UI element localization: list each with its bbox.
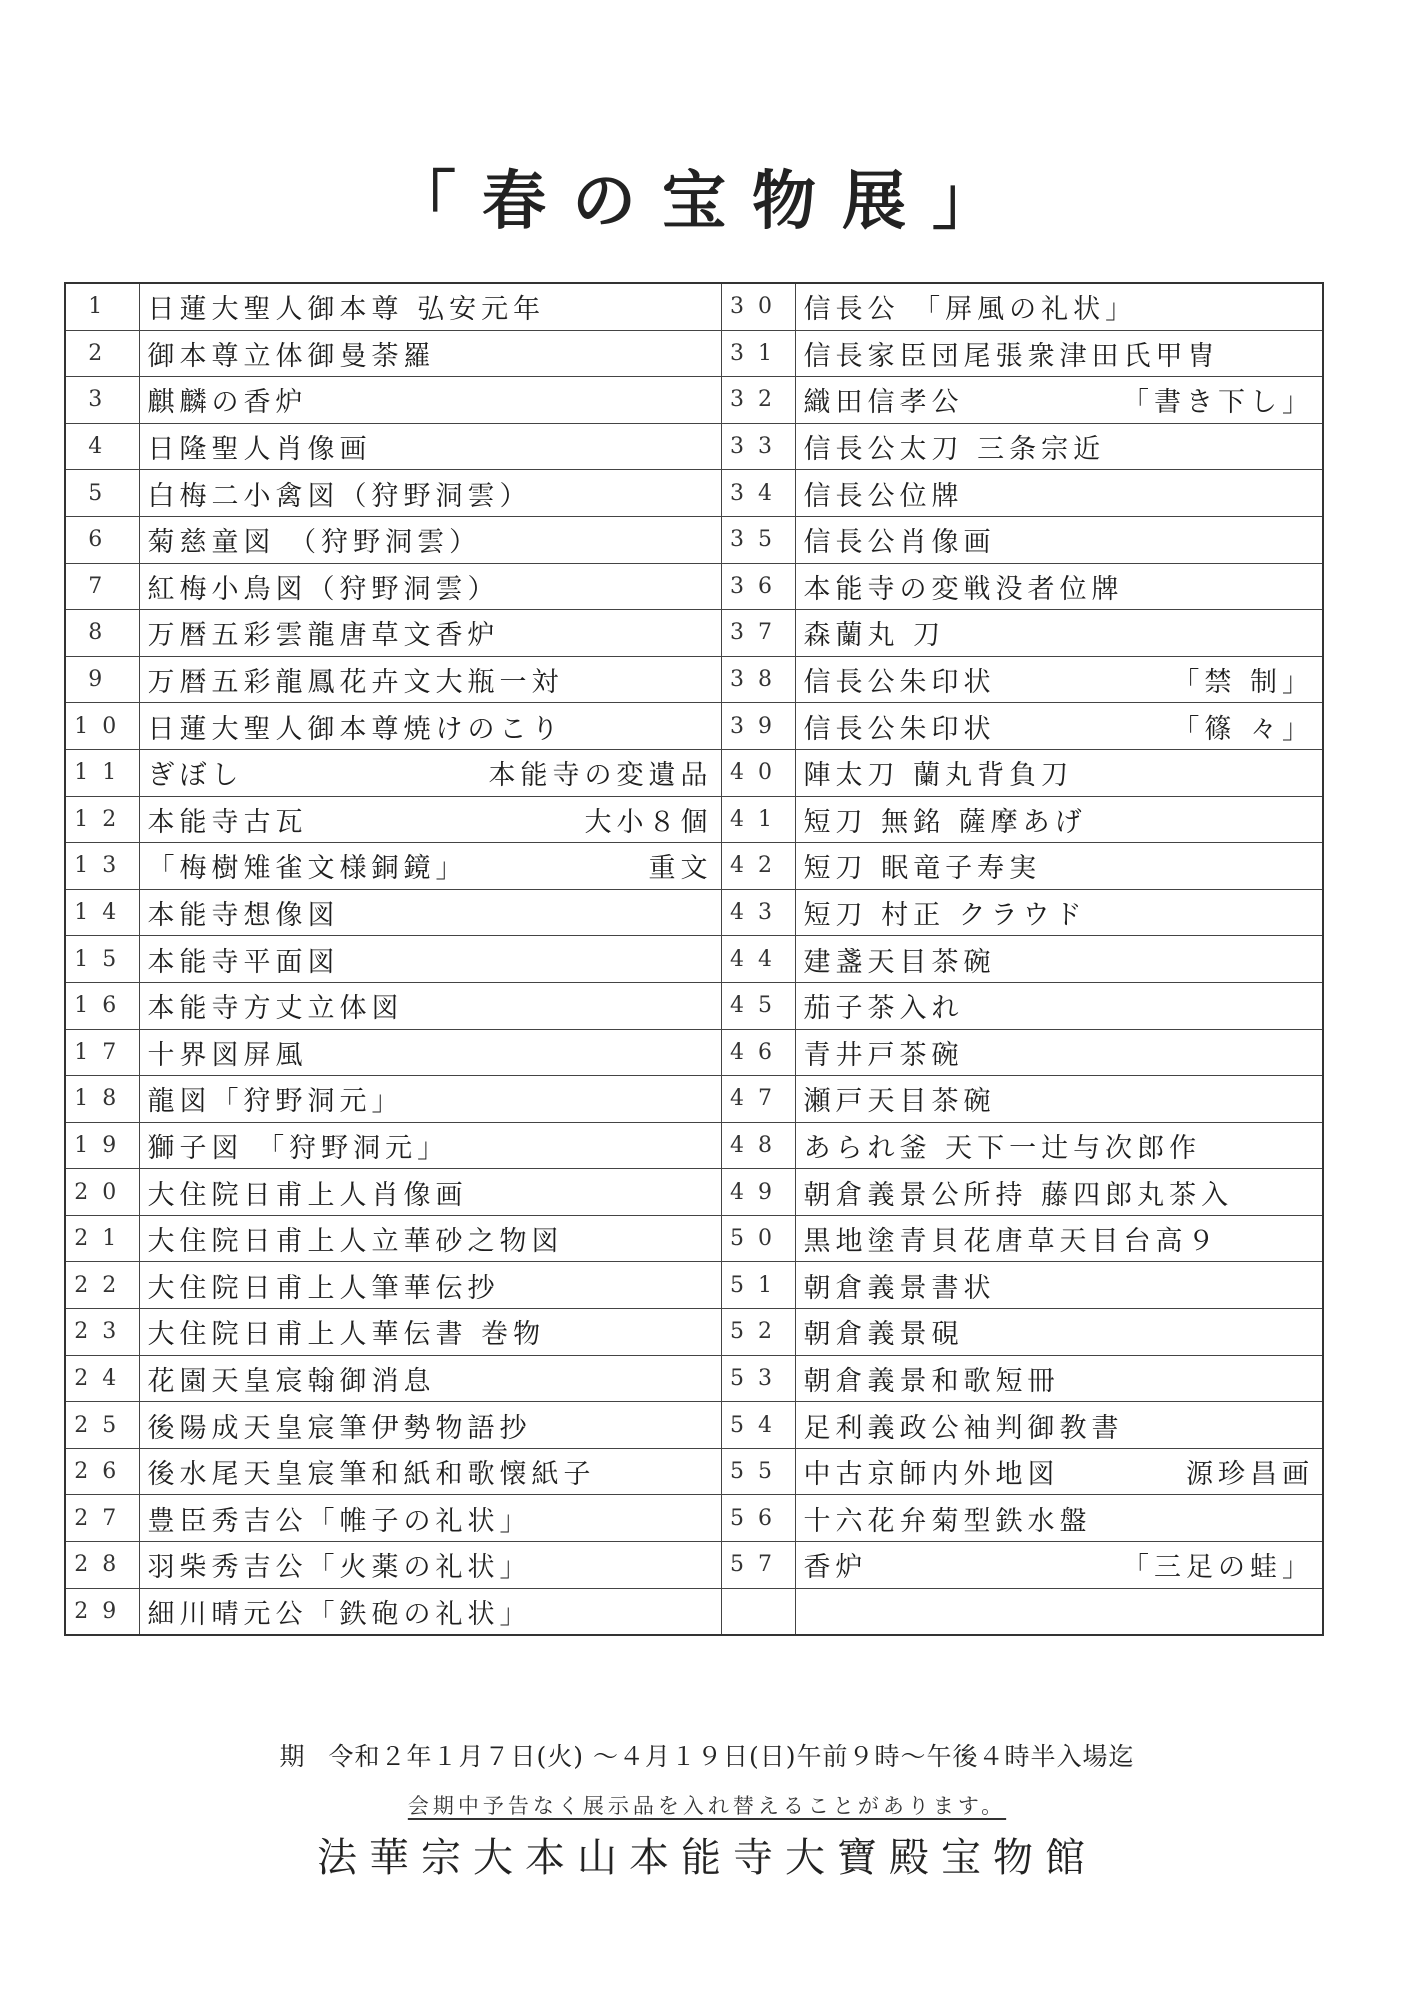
item-cell	[139, 889, 721, 936]
item-number: 45	[721, 982, 795, 1029]
item-name: 十六花弁菊型鉄水盤	[803, 1505, 1092, 1537]
item-number: 44	[721, 936, 795, 983]
item-name: 朝倉義景公所持 藤四郎丸茶入	[803, 1179, 1234, 1211]
item-name: 本能寺の変戦没者位牌	[803, 573, 1124, 605]
item-cell	[139, 936, 721, 983]
item-number: 29	[65, 1588, 139, 1635]
item-name: 信長家臣団尾張衆津田氏甲冑	[803, 340, 1220, 372]
item-number: 21	[65, 1215, 139, 1262]
item-note: 大小８個	[584, 806, 713, 838]
item-name: 白梅二小禽図（狩野洞雲）	[147, 480, 532, 512]
item-cell	[795, 936, 1323, 983]
item-number: 1	[65, 283, 139, 330]
item-name: 短刀 眠竜子寿実	[803, 853, 1042, 885]
item-name: 麒麟の香炉	[147, 387, 308, 419]
item-note: 「禁 制」	[1172, 667, 1314, 699]
item-name: 香炉	[803, 1552, 868, 1584]
item-name: 織田信孝公	[803, 387, 964, 419]
item-cell	[795, 1355, 1323, 1402]
item-number: 22	[65, 1262, 139, 1309]
item-cell	[139, 1122, 721, 1169]
item-name: 本能寺想像図	[147, 900, 340, 932]
item-name: 建盞天目茶碗	[803, 946, 996, 978]
item-number: 14	[65, 889, 139, 936]
exhibit-row	[65, 470, 1323, 517]
item-cell	[795, 1309, 1323, 1356]
item-cell	[139, 843, 721, 890]
item-note: 重文	[648, 853, 713, 885]
period-text: 令和２年１月７日(火) ～４月１９日(日)午前９時～午後４時半入場迄	[328, 1742, 1135, 1771]
item-cell	[795, 1402, 1323, 1449]
item-cell	[139, 563, 721, 610]
item-cell	[139, 1029, 721, 1076]
item-name: 御本尊立体御曼荼羅	[147, 340, 436, 372]
exhibit-row	[65, 1588, 1323, 1635]
item-name: 龍図「狩野洞元」	[147, 1086, 404, 1118]
item-number: 33	[721, 423, 795, 470]
item-name: 信長公朱印状	[803, 713, 996, 745]
item-cell	[795, 563, 1323, 610]
item-number: 43	[721, 889, 795, 936]
item-cell	[139, 982, 721, 1029]
item-number: 9	[65, 656, 139, 703]
item-name: 日蓮大聖人御本尊 弘安元年	[147, 294, 546, 326]
exhibit-list-body	[65, 283, 1323, 1635]
item-cell	[795, 283, 1323, 330]
item-cell	[795, 1169, 1323, 1216]
item-name: 日隆聖人肖像画	[147, 434, 372, 466]
item-name: 信長公太刀 三条宗近	[803, 434, 1106, 466]
item-number: 23	[65, 1309, 139, 1356]
item-cell	[795, 610, 1323, 657]
exhibit-row	[65, 889, 1323, 936]
item-number: 53	[721, 1355, 795, 1402]
item-cell	[139, 1588, 721, 1635]
item-cell	[795, 749, 1323, 796]
item-cell	[139, 423, 721, 470]
item-number: 38	[721, 656, 795, 703]
item-cell	[795, 843, 1323, 890]
item-cell	[795, 330, 1323, 377]
item-cell	[139, 1542, 721, 1589]
exhibit-row	[65, 1402, 1323, 1449]
item-number	[721, 1588, 795, 1635]
item-number: 17	[65, 1029, 139, 1076]
item-name: 信長公肖像画	[803, 527, 996, 559]
item-cell	[795, 1029, 1323, 1076]
item-number: 8	[65, 610, 139, 657]
item-name: 紅梅小鳥図（狩野洞雲）	[147, 573, 500, 605]
item-number: 55	[721, 1448, 795, 1495]
item-number: 7	[65, 563, 139, 610]
item-name: 十界図屏風	[147, 1039, 308, 1071]
item-name: 細川晴元公「鉄砲の礼状」	[147, 1598, 532, 1630]
item-number: 48	[721, 1122, 795, 1169]
exhibit-row	[65, 516, 1323, 563]
item-name: 青井戸茶碗	[803, 1039, 964, 1071]
item-cell	[139, 1355, 721, 1402]
item-name: 朝倉義景書状	[803, 1272, 996, 1304]
item-number: 15	[65, 936, 139, 983]
item-number: 41	[721, 796, 795, 843]
exhibit-row	[65, 749, 1323, 796]
item-number: 19	[65, 1122, 139, 1169]
exhibit-row	[65, 1029, 1323, 1076]
item-name: 森蘭丸 刀	[803, 620, 946, 652]
item-name: 中古京師内外地図	[803, 1459, 1060, 1491]
item-name: 羽柴秀吉公「火薬の礼状」	[147, 1552, 532, 1584]
notice-text: 会期中予告なく展示品を入れ替えることがあります。	[407, 1794, 1007, 1818]
item-cell	[139, 470, 721, 517]
item-number: 18	[65, 1076, 139, 1123]
exhibit-row	[65, 796, 1323, 843]
item-cell	[795, 1122, 1323, 1169]
item-number: 16	[65, 982, 139, 1029]
item-cell	[139, 1495, 721, 1542]
item-number: 54	[721, 1402, 795, 1449]
item-name: 「梅樹雉雀文様銅鏡」	[147, 853, 468, 885]
item-cell	[139, 377, 721, 424]
item-number: 34	[721, 470, 795, 517]
item-cell	[795, 703, 1323, 750]
item-name: 瀬戸天目茶碗	[803, 1086, 996, 1118]
item-number: 31	[721, 330, 795, 377]
item-number: 36	[721, 563, 795, 610]
item-note: 源珍昌画	[1186, 1459, 1314, 1491]
organization-name: 法華宗大本山本能寺大寶殿宝物館	[317, 1835, 1097, 1881]
item-name: 大住院日甫上人筆華伝抄	[147, 1272, 500, 1304]
exhibit-row	[65, 1542, 1323, 1589]
item-name: 短刀 無銘 薩摩あげ	[803, 806, 1087, 838]
item-number: 25	[65, 1402, 139, 1449]
item-cell	[139, 516, 721, 563]
item-cell	[795, 656, 1323, 703]
item-number: 30	[721, 283, 795, 330]
item-cell	[795, 1448, 1323, 1495]
item-name: 陣太刀 蘭丸背負刀	[803, 760, 1074, 792]
exhibit-row	[65, 656, 1323, 703]
item-name: 本能寺古瓦	[147, 806, 308, 838]
item-number: 39	[721, 703, 795, 750]
item-cell	[139, 796, 721, 843]
item-name: 本能寺平面図	[147, 946, 340, 978]
item-number: 24	[65, 1355, 139, 1402]
exhibit-row	[65, 610, 1323, 657]
item-number: 6	[65, 516, 139, 563]
item-name: 日蓮大聖人御本尊焼けのこり	[147, 713, 564, 745]
exhibit-list-table	[64, 282, 1324, 1636]
item-name: 信長公位牌	[803, 480, 964, 512]
item-number: 13	[65, 843, 139, 890]
item-number: 40	[721, 749, 795, 796]
item-number: 50	[721, 1215, 795, 1262]
item-cell	[139, 283, 721, 330]
item-cell	[795, 1542, 1323, 1589]
item-cell	[139, 1215, 721, 1262]
item-cell	[139, 749, 721, 796]
item-cell	[795, 982, 1323, 1029]
item-cell	[795, 423, 1323, 470]
exhibit-row	[65, 1355, 1323, 1402]
item-name: 本能寺方丈立体図	[147, 993, 404, 1025]
exhibition-period	[0, 1737, 1414, 1773]
item-cell	[139, 1076, 721, 1123]
item-cell	[795, 1215, 1323, 1262]
item-name: 朝倉義景和歌短冊	[803, 1365, 1060, 1397]
item-name: 花園天皇宸翰御消息	[147, 1365, 436, 1397]
exhibit-row	[65, 1262, 1323, 1309]
exhibit-row	[65, 377, 1323, 424]
exhibit-row	[65, 843, 1323, 890]
item-number: 5	[65, 470, 139, 517]
item-cell	[795, 1076, 1323, 1123]
item-number: 11	[65, 749, 139, 796]
exhibit-row	[65, 1448, 1323, 1495]
item-number: 20	[65, 1169, 139, 1216]
item-name: あられ釜 天下一辻与次郎作	[803, 1132, 1202, 1164]
item-number: 37	[721, 610, 795, 657]
item-cell	[139, 656, 721, 703]
item-number: 12	[65, 796, 139, 843]
item-number: 46	[721, 1029, 795, 1076]
item-number: 52	[721, 1309, 795, 1356]
item-number: 28	[65, 1542, 139, 1589]
item-cell	[139, 1448, 721, 1495]
exhibit-row	[65, 1495, 1323, 1542]
item-cell	[795, 796, 1323, 843]
item-number: 27	[65, 1495, 139, 1542]
item-number: 42	[721, 843, 795, 890]
item-number: 10	[65, 703, 139, 750]
item-cell	[139, 1169, 721, 1216]
period-label: 期	[279, 1742, 311, 1771]
exhibit-row	[65, 1122, 1323, 1169]
item-name: 大住院日甫上人肖像画	[147, 1179, 468, 1211]
item-cell	[139, 1402, 721, 1449]
item-name: 足利義政公袖判御教書	[803, 1412, 1124, 1444]
exhibit-row	[65, 936, 1323, 983]
exhibit-row	[65, 330, 1323, 377]
item-name: ぎぼし	[147, 760, 244, 792]
item-name: 獅子図 「狩野洞元」	[147, 1132, 450, 1164]
item-name: 万暦五彩龍鳳花卉文大瓶一対	[147, 667, 564, 699]
exhibit-row	[65, 423, 1323, 470]
item-name: 大住院日甫上人立華砂之物図	[147, 1226, 564, 1258]
item-name: 信長公朱印状	[803, 667, 996, 699]
exhibit-row	[65, 283, 1323, 330]
item-number: 56	[721, 1495, 795, 1542]
item-name: 短刀 村正 クラウド	[803, 900, 1087, 932]
item-cell	[139, 703, 721, 750]
exhibit-row	[65, 1215, 1323, 1262]
item-number: 2	[65, 330, 139, 377]
item-name: 後水尾天皇宸筆和紙和歌懐紙子	[147, 1459, 596, 1491]
item-cell	[795, 1588, 1323, 1635]
item-name: 茄子茶入れ	[803, 993, 964, 1025]
item-number: 57	[721, 1542, 795, 1589]
item-cell	[139, 330, 721, 377]
item-cell	[795, 516, 1323, 563]
exhibition-title: 「春の宝物展」	[392, 164, 1022, 239]
item-cell	[139, 610, 721, 657]
exhibit-row	[65, 563, 1323, 610]
exhibit-row	[65, 1169, 1323, 1216]
item-name: 万暦五彩雲龍唐草文香炉	[147, 620, 500, 652]
item-name: 豊臣秀吉公「帷子の礼状」	[147, 1505, 532, 1537]
item-note: 「書き下し」	[1122, 387, 1314, 419]
item-name: 後陽成天皇宸筆伊勢物語抄	[147, 1412, 532, 1444]
item-cell	[795, 377, 1323, 424]
exhibit-change-notice	[0, 1790, 1414, 1820]
item-cell	[139, 1262, 721, 1309]
item-name: 黒地塗青貝花唐草天目台高９	[803, 1226, 1220, 1258]
item-name: 大住院日甫上人華伝書 巻物	[147, 1319, 546, 1351]
item-number: 35	[721, 516, 795, 563]
item-cell	[795, 470, 1323, 517]
exhibit-row	[65, 703, 1323, 750]
item-number: 32	[721, 377, 795, 424]
item-cell	[795, 889, 1323, 936]
item-cell	[795, 1262, 1323, 1309]
item-name: 信長公 「屏風の礼状」	[803, 294, 1138, 326]
item-note: 「三足の蛙」	[1122, 1552, 1314, 1584]
item-name: 菊慈童図 （狩野洞雲）	[147, 527, 482, 559]
item-cell	[795, 1495, 1323, 1542]
item-number: 26	[65, 1448, 139, 1495]
item-cell	[139, 1309, 721, 1356]
item-note: 本能寺の変遺品	[488, 760, 713, 792]
exhibit-row	[65, 1309, 1323, 1356]
item-number: 51	[721, 1262, 795, 1309]
exhibit-row	[65, 982, 1323, 1029]
item-number: 4	[65, 423, 139, 470]
item-number: 3	[65, 377, 139, 424]
item-name: 朝倉義景硯	[803, 1319, 964, 1351]
item-note: 「篠 々」	[1172, 713, 1314, 745]
item-number: 47	[721, 1076, 795, 1123]
item-number: 49	[721, 1169, 795, 1216]
exhibit-row	[65, 1076, 1323, 1123]
